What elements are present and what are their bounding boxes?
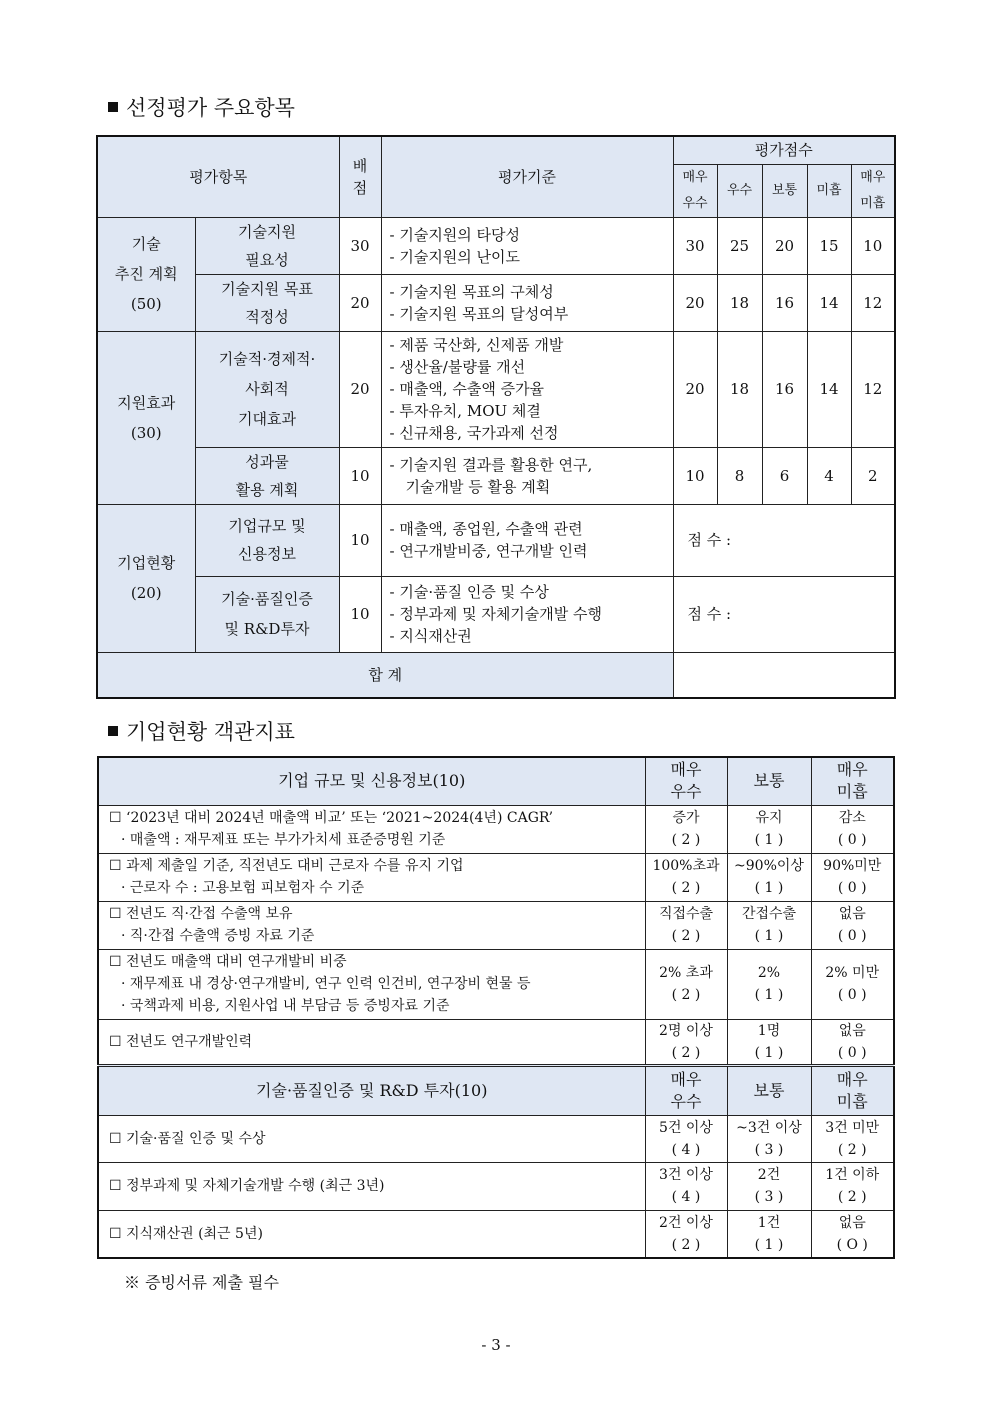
indicator: ☐ 기술·품질 인증 및 수상 [98, 1115, 645, 1162]
criterion-cell: 1명 ( 1 ) [727, 1019, 811, 1065]
header-level-average: 보통 [762, 164, 807, 217]
score: 16 [762, 331, 807, 447]
group-name: 기술 추진 계획 (50) [97, 217, 195, 331]
criterion-cell: 1건 이하 ( 2 ) [811, 1162, 894, 1210]
sub-item: 기업규모 및 신용정보 [195, 504, 339, 576]
table-row [98, 1210, 894, 1258]
indicator: ☐ ‘2023년 대비 2024년 매출액 비교’ 또는 ‘2021~2024(4년) CAGR’ · 매출액 : 재무제표 또는 부가가치세 표준증명원 기준 [98, 805, 645, 853]
score-input-text: 점 수 : [673, 504, 895, 576]
weight-value: 10 [339, 447, 381, 504]
criterion-cell: 유지 ( 1 ) [727, 805, 811, 853]
header-level-poor: 미흡 [807, 164, 851, 217]
criterion-cell: 2건 ( 3 ) [727, 1162, 811, 1210]
score: 30 [673, 217, 717, 274]
evaluation-table [96, 135, 896, 699]
level-very-good: 매우 우수 [645, 1065, 727, 1115]
level-average: 보통 [727, 1065, 811, 1115]
score: 15 [807, 217, 851, 274]
header-score-group: 평가점수 [673, 136, 895, 164]
indicator: ☐ 전년도 매출액 대비 연구개발비 비중 · 재무제표 내 경상·연구개발비, 연구 인력 인건비, 연구장비 현물 등 · 국책과제 비용, 지원사업 내 부담금 등 증빙자료 기준 [98, 949, 645, 1019]
group-name: 지원효과 (30) [97, 331, 195, 504]
score: 6 [762, 447, 807, 504]
section2-title-text: 기업현황 객관지표 [126, 720, 295, 744]
indicator: ☐ 정부과제 및 자체기술개발 수행 (최근 3년) [98, 1162, 645, 1210]
criterion-cell: ~3건 이상 ( 3 ) [727, 1115, 811, 1162]
criteria: - 기술지원 결과를 활용한 연구, 기술개발 등 활용 계획 [381, 447, 673, 504]
weight-value: 20 [339, 331, 381, 447]
header-item: 평가항목 [97, 136, 339, 217]
table-row [98, 901, 894, 949]
table-row [98, 805, 894, 853]
section1-title [108, 92, 295, 122]
criteria: - 기술지원 목표의 구체성 - 기술지원 목표의 달성여부 [381, 274, 673, 331]
square-bullet-icon [108, 102, 118, 112]
sub-item: 기술적·경제적· 사회적 기대효과 [195, 331, 339, 447]
criterion-cell: 2% 미만 ( 0 ) [811, 949, 894, 1019]
square-bullet-icon [108, 726, 118, 736]
score: 14 [807, 331, 851, 447]
criteria: - 제품 국산화, 신제품 개발 - 생산율/불량률 개선 - 매출액, 수출액 증가율 - 투자유치, MOU 체결 - 신규채용, 국가과제 선정 [381, 331, 673, 447]
block1-header: 기업 규모 및 신용정보(10) [98, 757, 645, 805]
indicator: ☐ 전년도 연구개발인력 [98, 1019, 645, 1065]
criterion-cell: 5건 이상 ( 4 ) [645, 1115, 727, 1162]
header-level-very-good: 매우 우수 [673, 164, 717, 217]
indicator: ☐ 과제 제출일 기준, 직전년도 대비 근로자 수를 유지 기업 · 근로자 수 : 고용보험 피보험자 수 기준 [98, 853, 645, 901]
level-very-poor: 매우 미흡 [811, 1065, 894, 1115]
table-row [97, 576, 895, 652]
criterion-cell: 3건 이상 ( 4 ) [645, 1162, 727, 1210]
score: 20 [762, 217, 807, 274]
score: 16 [762, 274, 807, 331]
table-row [97, 274, 895, 331]
score: 25 [717, 217, 762, 274]
criterion-cell: 90%미만 ( 0 ) [811, 853, 894, 901]
weight-value: 20 [339, 274, 381, 331]
score: 20 [673, 274, 717, 331]
footnote: ※ 증빙서류 제출 필수 [124, 1273, 279, 1292]
level-very-poor: 매우 미흡 [811, 757, 894, 805]
weight-value: 30 [339, 217, 381, 274]
total-label: 합 계 [97, 652, 673, 698]
sub-item: 성과물 활용 계획 [195, 447, 339, 504]
table-row [98, 949, 894, 1019]
group-name: 기업현황 (20) [97, 504, 195, 652]
header-level-very-poor: 매우 미흡 [851, 164, 895, 217]
criterion-cell: ~90%이상 ( 1 ) [727, 853, 811, 901]
score: 2 [851, 447, 895, 504]
table-row [98, 1019, 894, 1065]
score: 4 [807, 447, 851, 504]
score: 14 [807, 274, 851, 331]
indicator: ☐ 전년도 직·간접 수출액 보유 · 직·간접 수출액 증빙 자료 기준 [98, 901, 645, 949]
level-average: 보통 [727, 757, 811, 805]
block2-header: 기술·품질인증 및 R&D 투자(10) [98, 1065, 645, 1115]
criteria: - 기술·품질 인증 및 수상 - 정부과제 및 자체기술개발 수행 - 지식재산권 [381, 576, 673, 652]
score: 12 [851, 331, 895, 447]
weight-value: 10 [339, 504, 381, 576]
total-row [97, 652, 895, 698]
score-input-text: 점 수 : [673, 576, 895, 652]
criterion-cell: 2건 이상 ( 2 ) [645, 1210, 727, 1258]
table-row [98, 1162, 894, 1210]
criterion-cell: 2명 이상 ( 2 ) [645, 1019, 727, 1065]
total-value [673, 652, 895, 698]
score: 10 [851, 217, 895, 274]
sub-item: 기술·품질인증 및 R&D투자 [195, 576, 339, 652]
criterion-cell: 직접수출 ( 2 ) [645, 901, 727, 949]
score: 18 [717, 331, 762, 447]
criterion-cell: 없음 ( O ) [811, 1210, 894, 1258]
level-very-good: 매우 우수 [645, 757, 727, 805]
criterion-cell: 1건 ( 1 ) [727, 1210, 811, 1258]
indicator: ☐ 지식재산권 (최근 5년) [98, 1210, 645, 1258]
sub-item: 기술지원 목표 적정성 [195, 274, 339, 331]
score: 20 [673, 331, 717, 447]
criterion-cell: 100%초과 ( 2 ) [645, 853, 727, 901]
page-number: - 3 - [481, 1336, 511, 1354]
criterion-cell: 증가 ( 2 ) [645, 805, 727, 853]
table-row [98, 853, 894, 901]
score: 12 [851, 274, 895, 331]
criterion-cell: 2% 초과 ( 2 ) [645, 949, 727, 1019]
header-level-good: 우수 [717, 164, 762, 217]
table-row [97, 217, 895, 274]
criterion-cell: 3건 미만 ( 2 ) [811, 1115, 894, 1162]
table-row [98, 1115, 894, 1162]
header-criteria: 평가기준 [381, 136, 673, 217]
criterion-cell: 없음 ( 0 ) [811, 901, 894, 949]
sub-item: 기술지원 필요성 [195, 217, 339, 274]
table-row [97, 331, 895, 447]
score: 8 [717, 447, 762, 504]
weight-value: 10 [339, 576, 381, 652]
criterion-cell: 간접수출 ( 1 ) [727, 901, 811, 949]
table-row [97, 447, 895, 504]
criteria: - 기술지원의 타당성 - 기술지원의 난이도 [381, 217, 673, 274]
criterion-cell: 2% ( 1 ) [727, 949, 811, 1019]
score: 18 [717, 274, 762, 331]
criteria: - 매출액, 종업원, 수출액 관련 - 연구개발비중, 연구개발 인력 [381, 504, 673, 576]
section2-title [108, 716, 295, 746]
company-status-table [97, 756, 895, 1259]
criterion-cell: 감소 ( 0 ) [811, 805, 894, 853]
score: 10 [673, 447, 717, 504]
header-weight: 배 점 [339, 136, 381, 217]
criterion-cell: 없음 ( 0 ) [811, 1019, 894, 1065]
section1-title-text: 선정평가 주요항목 [126, 96, 295, 120]
table-row [97, 504, 895, 576]
